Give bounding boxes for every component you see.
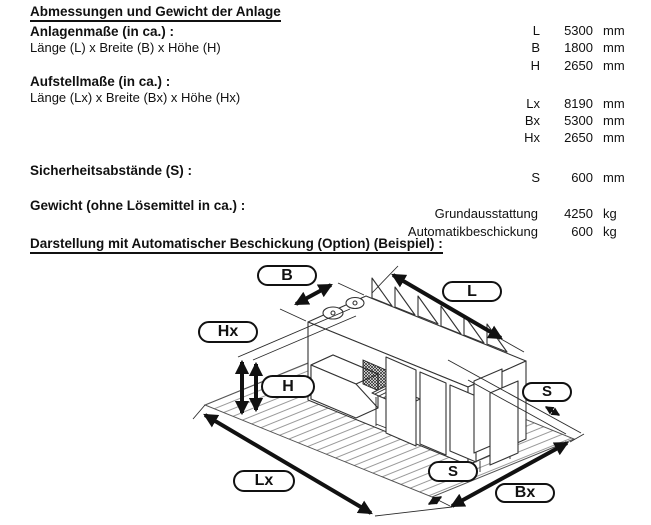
dim-symbol: H (530, 58, 540, 73)
weight-row-automatikbeschickung (375, 224, 645, 239)
dim-row-Lx (420, 96, 645, 111)
dim-value: 5300 (564, 113, 593, 128)
dim-unit: mm (603, 58, 625, 73)
dim-row-S (420, 170, 645, 185)
dim-row-B (420, 40, 645, 55)
dim-value: 600 (571, 170, 593, 185)
dim-row-Hx (420, 130, 645, 145)
weight-name: Grundausstattung (434, 206, 538, 221)
sicherheit-label: Sicherheitsabstände (S) : (30, 163, 193, 178)
dim-value: 2650 (564, 58, 593, 73)
dim-value: 1800 (564, 40, 593, 55)
weight-unit: kg (603, 224, 617, 239)
dim-label-bx: Bx (495, 483, 555, 503)
dim-label-s-bottom: S (428, 461, 478, 482)
weight-unit: kg (603, 206, 617, 221)
dim-symbol: S (531, 170, 540, 185)
weight-name: Automatikbeschickung (407, 224, 538, 239)
dim-value: 8190 (564, 96, 593, 111)
dim-label-b: B (257, 265, 317, 286)
dim-row-Bx (420, 113, 645, 128)
dim-row-L (420, 23, 645, 38)
dim-unit: mm (603, 23, 625, 38)
dim-label-s-right: S (522, 382, 572, 402)
dim-symbol: Hx (524, 130, 540, 145)
dim-unit: mm (603, 40, 625, 55)
dim-value: 5300 (564, 23, 593, 38)
dim-symbol: Lx (526, 96, 540, 111)
dim-symbol: Bx (524, 113, 540, 128)
aufstellmasse-label: Aufstellmaße (in ca.) : (30, 74, 171, 89)
weight-value: 600 (571, 224, 593, 239)
dim-value: 2650 (564, 130, 593, 145)
page-title: Abmessungen und Gewicht der Anlage (30, 4, 281, 22)
dim-arrow-b (296, 285, 331, 304)
drawing-heading: Darstellung mit Automatischer Beschickung (Option) (Beispiel) : (30, 236, 443, 254)
dim-label-lx: Lx (233, 470, 295, 492)
dim-unit: mm (603, 96, 625, 111)
weight-row-grundausstattung (375, 206, 645, 221)
dim-unit: mm (603, 113, 625, 128)
dim-symbol: B (531, 40, 540, 55)
dim-unit: mm (603, 170, 625, 185)
dim-label-l: L (442, 281, 502, 302)
gewicht-label: Gewicht (ohne Lösemittel in ca.) : (30, 198, 246, 213)
side-panels (474, 369, 518, 465)
anlagenmasse-label: Anlagenmaße (in ca.) : (30, 24, 175, 39)
dim-row-H (420, 58, 645, 73)
dim-label-h: H (261, 375, 315, 398)
dim-symbol: L (532, 23, 540, 38)
weight-value: 4250 (564, 206, 593, 221)
anlagenmasse-sublabel: Länge (L) x Breite (B) x Höhe (H) (30, 40, 221, 55)
dim-label-hx: Hx (198, 321, 258, 343)
dim-unit: mm (603, 130, 625, 145)
aufstellmasse-sublabel: Länge (Lx) x Breite (Bx) x Höhe (Hx) (30, 90, 241, 105)
dim-arrow-s-right (546, 407, 559, 415)
